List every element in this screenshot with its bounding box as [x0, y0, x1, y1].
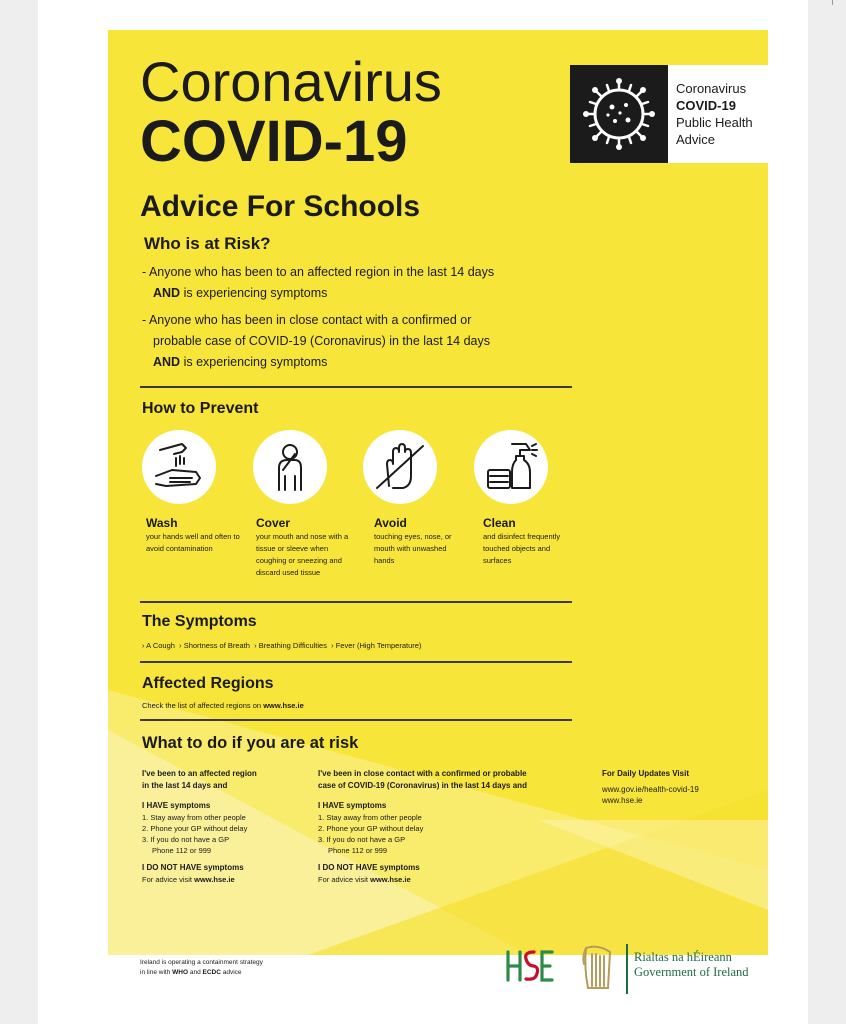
- col1-step2: 2. Phone your GP without delay: [142, 824, 248, 833]
- regions-text-prefix: Check the list of affected regions on: [142, 701, 264, 710]
- updates-link-gov[interactable]: www.gov.ie/health-covid-19: [602, 785, 699, 794]
- government-logo-text: [634, 950, 749, 980]
- advice-poster: [108, 30, 768, 955]
- col1-heading-line1: I've been to an affected region: [142, 769, 257, 778]
- regions-text: [142, 700, 304, 711]
- public-health-logo: [570, 65, 768, 163]
- containment-and: and: [188, 969, 203, 976]
- col1-step3b: Phone 112 or 999: [152, 846, 212, 855]
- daily-updates: [602, 768, 762, 806]
- col1-not-have: I DO NOT HAVE symptoms: [142, 863, 244, 872]
- col1-advice-link: www.hse.ie: [194, 875, 235, 884]
- col2-advice-link: www.hse.ie: [370, 875, 411, 884]
- risk-item-1-line2: [142, 283, 494, 304]
- prevent-avoid-text: touching eyes, nose, or mouth with unwashed hands: [374, 532, 452, 565]
- risk-heading: Who is at Risk?: [144, 234, 271, 253]
- risk-item-1-and: AND: [153, 286, 181, 300]
- divider: [140, 601, 572, 603]
- col1-step1: 1. Stay away from other people: [142, 813, 246, 822]
- divider: [140, 661, 572, 663]
- col2-step2: 2. Phone your GP without delay: [318, 824, 424, 833]
- risk-item-1-line1: - Anyone who has been to an affected region in the last 14 days: [142, 265, 495, 279]
- prevent-clean-title: Clean: [483, 516, 516, 530]
- prevent-heading: How to Prevent: [142, 400, 259, 417]
- divider: [140, 386, 572, 388]
- symptoms-heading: The Symptoms: [142, 613, 257, 630]
- regions-link: www.hse.ie: [263, 701, 304, 710]
- col1-advice-text: For advice visit: [142, 875, 195, 884]
- prevent-cover-text: your mouth and nose with a tissue or sleeve when coughing or sneezing and discard used tissue: [256, 532, 349, 577]
- containment-note: [140, 958, 263, 978]
- no-touch-face-icon: [363, 430, 437, 504]
- gov-divider: [626, 944, 628, 994]
- risk-item-2-line3: [142, 352, 490, 373]
- col1-advice: [142, 874, 302, 885]
- regions-heading: Affected Regions: [142, 675, 274, 692]
- hse-logo: [504, 946, 556, 986]
- prevent-wash-title: Wash: [146, 516, 178, 530]
- symptoms-list: › A Cough › Shortness of Breath › Breathing Difficulties › Fever (High Temperature): [142, 641, 422, 650]
- risk-item-1-rest: is experiencing symptoms: [180, 286, 328, 300]
- col1-step3: 3. If you do not have a GP: [142, 835, 230, 844]
- corner-mark: [832, 0, 833, 5]
- risk-item-2-line2: probable case of COVID-19 (Coronavirus) in the last 14 days: [153, 334, 490, 348]
- updates-heading: For Daily Updates Visit: [602, 769, 689, 778]
- risk-item-1: [142, 262, 494, 304]
- prevent-wash-text: your hands well and often to avoid contamination: [146, 532, 240, 553]
- col2-heading-line1: I've been in close contact with a confirmed or probable: [318, 769, 527, 778]
- virus-icon: [570, 65, 668, 163]
- col2-advice-text: For advice visit: [318, 875, 371, 884]
- title-coronavirus: Coronavirus: [140, 50, 442, 113]
- updates-link-hse[interactable]: www.hse.ie: [602, 796, 643, 805]
- risk-item-2-rest: is experiencing symptoms: [180, 355, 328, 369]
- prevent-avoid-title: Avoid: [374, 516, 407, 530]
- gov-english-name: Government of Ireland: [634, 965, 749, 979]
- logo-line2: COVID-19: [676, 98, 736, 113]
- containment-line2-pre: in line with: [140, 969, 173, 976]
- containment-ecdc: ECDC: [202, 969, 221, 976]
- risk-item-2-and: AND: [153, 355, 181, 369]
- col2-step1: 1. Stay away from other people: [318, 813, 422, 822]
- logo-line4: Advice: [676, 132, 716, 147]
- col1-have: I HAVE symptoms: [142, 801, 211, 810]
- poster-footer: [108, 940, 768, 1024]
- containment-line1: Ireland is operating a containment strategy: [140, 959, 263, 966]
- cough-cover-icon: [253, 430, 327, 504]
- gov-irish-name: Rialtas na hÉireann: [634, 950, 732, 964]
- col1-heading-line2: in the last 14 days and: [142, 781, 228, 790]
- containment-post: advice: [220, 969, 242, 976]
- col2-step3b: Phone 112 or 999: [328, 846, 388, 855]
- col2-heading-line2: case of COVID-19 (Coronavirus) in the last 14 days and: [318, 781, 527, 790]
- hand-wash-icon: [142, 430, 216, 504]
- logo-line3: Public Health: [676, 115, 753, 130]
- col2-have: I HAVE symptoms: [318, 801, 387, 810]
- harp-icon: [578, 942, 618, 994]
- title-covid19: COVID-19: [140, 109, 408, 174]
- what-to-do-heading: What to do if you are at risk: [142, 734, 359, 752]
- risk-item-2-line1: - Anyone who has been in close contact with a confirmed or: [142, 313, 472, 327]
- spray-bottle-icon: [474, 430, 548, 504]
- col2-step3: 3. If you do not have a GP: [318, 835, 406, 844]
- col2-advice: [318, 874, 588, 885]
- col2-not-have: I DO NOT HAVE symptoms: [318, 863, 420, 872]
- containment-who: WHO: [172, 969, 189, 976]
- prevent-clean-text: and disinfect frequently touched objects and surfaces: [483, 532, 561, 565]
- advice-heading: Advice For Schools: [140, 190, 421, 223]
- logo-line1: Coronavirus: [676, 81, 747, 96]
- logo-text: [676, 80, 753, 148]
- risk-item-2: [142, 310, 490, 373]
- containment-line2: [140, 968, 263, 978]
- prevent-cover-title: Cover: [256, 516, 291, 530]
- divider: [140, 719, 572, 721]
- risk-column-contact: [318, 768, 588, 885]
- risk-column-region: [142, 768, 302, 885]
